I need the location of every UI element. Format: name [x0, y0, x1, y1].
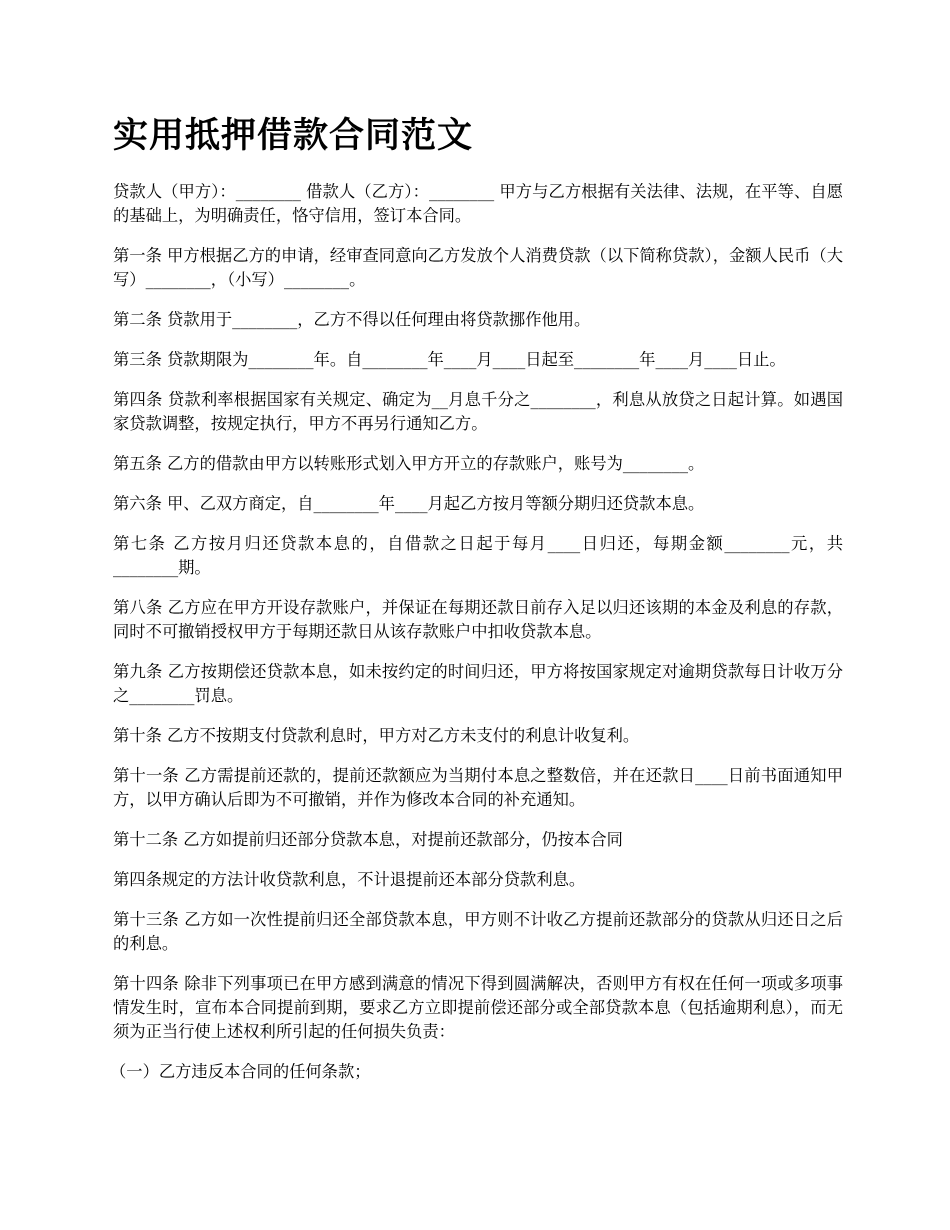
paragraph-article-12-continued: 第四条规定的方法计收贷款利息，不计退提前还本部分贷款利息。 — [113, 870, 586, 889]
paragraph-parties: 贷款人（甲方）：________ 借款人（乙方）：________ 甲方与乙方根据有关法律、法规，在平等、自愿的基础上，为明确责任，恪守信用，签订本合同。 — [113, 182, 843, 225]
paragraph-article-8: 第八条 乙方应在甲方开设存款账户，并保证在每期还款日前存入足以归还该期的本金及利息的存款，同时不可撤销授权甲方于每期还款日从该存款账户中扣收贷款本息。 — [113, 598, 843, 641]
document-title: 实用抵押借款合同范文 — [113, 116, 474, 156]
paragraph-article-3: 第三条 贷款期限为________年。自________年____月____日起至________年____月____日止。 — [113, 350, 786, 369]
paragraph-article-5: 第五条 乙方的借款由甲方以转账形式划入甲方开立的存款账户，账号为________。 — [113, 454, 705, 473]
paragraph-clause-1: （一）乙方违反本合同的任何条款； — [110, 1062, 371, 1081]
paragraph-article-2: 第二条 贷款用于________，乙方不得以任何理由将贷款挪作他用。 — [113, 310, 591, 329]
paragraph-article-9: 第九条 乙方按期偿还贷款本息，如未按约定的时间归还，甲方将按国家规定对逾期贷款每日计收万分之________罚息。 — [113, 662, 843, 705]
paragraph-article-6: 第六条 甲、乙双方商定，自________年____月起乙方按月等额分期归还贷款本息。 — [113, 494, 705, 513]
document-page — [110, 112, 843, 1100]
paragraph-article-7: 第七条 乙方按月归还贷款本息的，自借款之日起于每月____日归还，每期金额________元，共________期。 — [113, 534, 843, 577]
paragraph-article-11: 第十一条 乙方需提前还款的，提前还款额应为当期付本息之整数倍，并在还款日____日前书面通知甲方，以甲方确认后即为不可撤销，并作为修改本合同的补充通知。 — [113, 766, 843, 809]
paragraph-article-13: 第十三条 乙方如一次性提前归还全部贷款本息，甲方则不计收乙方提前还款部分的贷款从归还日之后的利息。 — [113, 910, 843, 953]
paragraph-article-12: 第十二条 乙方如提前归还部分贷款本息，对提前还款部分，仍按本合同 — [113, 830, 623, 849]
paragraph-article-4: 第四条 贷款利率根据国家有关规定、确定为__月息千分之________，利息从放贷之日起计算。如遇国家贷款调整，按规定执行，甲方不再另行通知乙方。 — [113, 390, 843, 433]
paragraph-article-14: 第十四条 除非下列事项已在甲方感到满意的情况下得到圆满解决，否则甲方有权在任何一项或多项事情发生时，宣布本合同提前到期，要求乙方立即提前偿还部分或全部贷款本息（包括逾期利息），而无须为正当行使上述权利所引起的任何损失负责： — [113, 974, 843, 1041]
paragraph-article-10: 第十条 乙方不按期支付贷款利息时，甲方对乙方未支付的利息计收复利。 — [113, 726, 640, 745]
paragraph-article-1: 第一条 甲方根据乙方的申请，经审查同意向乙方发放个人消费贷款（以下简称贷款），金额人民币（大写）________，（小写）________。 — [113, 246, 843, 289]
